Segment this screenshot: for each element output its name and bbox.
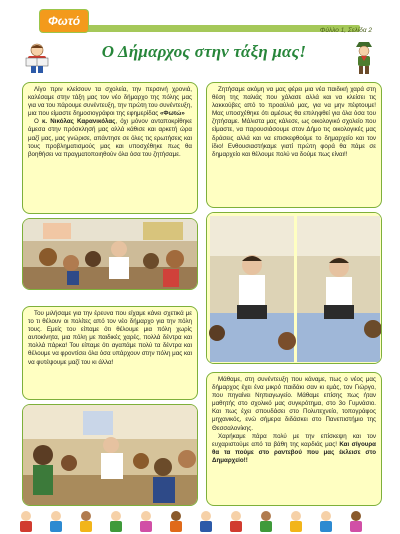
children-footer-illustration xyxy=(0,510,400,534)
newspaper-logo: Φωτό xyxy=(40,10,88,32)
footer-children-figures xyxy=(20,511,362,532)
title-row xyxy=(0,40,400,72)
text-span: Χαρήκαμε πάρα πολύ με την επίσκεψη και τον ευχαριστούμε από τα βάθη της καρδιάς μας! xyxy=(212,432,376,448)
paragraph: Ζητήσαμε ακόμη να μας φέρει μια νέα παιδική χαρά στη θέση της παλιάς που χάλασε αλλά και να κλείσει τις λακκούβες από το προαύλιό μας, για να μην πέφτουμε! Μας υποσχέθηκε ότι αμέσως θα επιληφθεί για όλα όσα του ζητήσαμε. Μάλιστα μας κάλεσε, ως οικολογικό σχολείο που είμαστε, να παρουσιάσουμε στον Δήμο τις οικολογικές μας δράσεις αλλά και να επισκεφθούμε το δημαρχείο και τον ίδιο! Ενθουσιαστήκαμε γιατί πρώτη φορά θα πάμε σε δημαρχείο και θέλουμε πολύ να δούμε πως είναι!! xyxy=(212,86,376,158)
mayor-photos xyxy=(206,212,382,364)
closing-bold-text: Και σίγουρα θα τα πούμε στο ραντεβού που μας έκλεισε στο Δημαρχείο!! xyxy=(212,440,376,464)
article-text-box xyxy=(22,82,198,214)
classroom-photo-image xyxy=(23,405,198,506)
header-bar xyxy=(40,25,360,32)
classroom-photo-2 xyxy=(22,404,198,506)
text-span: Λίγο πριν κλείσουν τα σχολεία, την περσινή χρονιά, καλέσαμε στην τάξη μας τον νέο δήμαρχο της πόλης μας για να του πάρουμε συνέντευξη, την πρώτη του συνέντευξη, μια που είμαστε δημοσιογράφοι της εφημερίδας xyxy=(28,86,192,118)
mayor-photos-image xyxy=(207,213,382,364)
paragraph xyxy=(28,118,192,158)
paragraph: Του μιλήσαμε για την έρευνα που είχαμε κάνει σχετικά με το τι θέλουν οι πολίτες από τον νέο δήμαρχο για την πόλη τους. Εμείς του είπαμε ότι θέλουμε μια πόλη χωρίς αυτοκίνητα, μια πόλη με παιδικές χαρές, πολλά δέντρα και πολλά πάρκα! Του είπαμε ότι αγαπάμε πολύ τα δέντρα και θέλουμε να φροντίσει όλα όσα υπάρχουν στην πόλη μας και να φυτέψουμε μαζί του κι άλλα! xyxy=(28,310,192,366)
paragraph: Μάθαμε, στη συνέντευξη που κάναμε, πως ο νέος μας δήμαρχος έχει ένα μικρό παιδάκι σαν κι εμάς, τον Γιώργο, που πηγαίνει Νηπιαγωγείο. Μάθαμε επίσης πως ήταν μαθητής στο σχολικό μας συγκρότημα, στο 3ο Γυμνάσιο. Και πως έχει σπουδάσει στο Πολυτεχνείο, τοπογράφος μηχανικός, ενώ σήμερα διδάσκει στο Πανεπιστήμιο της Θεσσαλονίκης. xyxy=(212,376,376,432)
page-title: Ο Δήμαρχος στην τάξη μας! xyxy=(101,42,307,61)
scout-child-icon xyxy=(352,40,376,76)
text-span: Ο xyxy=(34,118,42,126)
paragraph xyxy=(28,86,192,118)
article-text-box xyxy=(206,372,382,506)
article-text-box xyxy=(206,82,382,208)
mayor-name: κ. Νικόλας Καρανικόλας xyxy=(41,118,116,126)
classroom-photo-1 xyxy=(22,218,198,290)
article-text-box xyxy=(22,306,198,400)
text-span: , όχι μόνον ανταποκρίθηκε άμεσα στην πρόσκλησή μας αλλά κάθισε και αρκετή ώρα μαζί μας, μας γνώρισε, απάντησε σε όλες τις ερωτήσεις και τους προβληματισμούς μας και υποσχέθηκε πως θα βοηθήσει να πραγματοποιηθούν όλα όσα του ζητήσαμε. xyxy=(28,118,192,158)
issue-info: Φύλλο 1, Σελίδα 2 xyxy=(319,27,372,34)
newspaper-name: «Φωτώ» xyxy=(159,110,185,118)
paragraph xyxy=(212,433,376,465)
child-reading-icon xyxy=(22,42,52,74)
classroom-photo-image xyxy=(23,219,198,290)
